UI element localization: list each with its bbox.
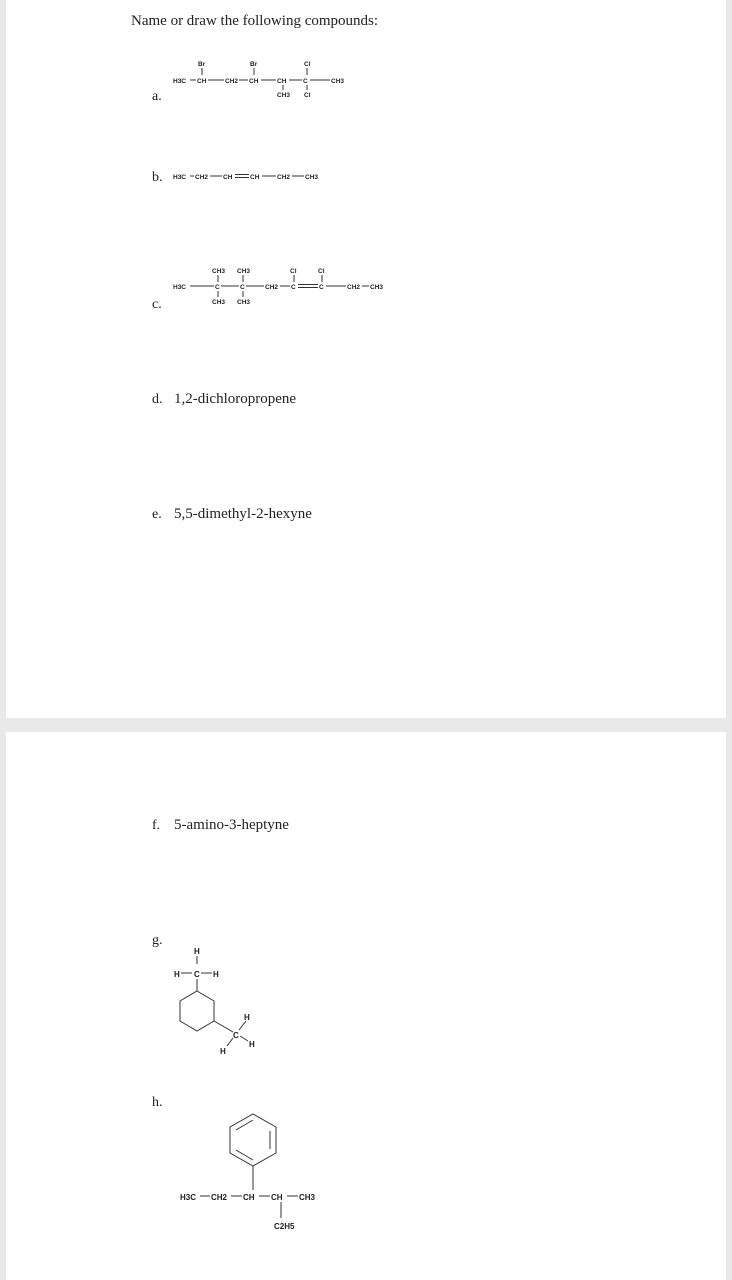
atom-h-ch2b: CH [271, 1193, 283, 1202]
item-a-label: a. [152, 89, 162, 104]
atom-a-ch3-bottom: CH3 [277, 92, 291, 99]
atom-g-h-left: H [174, 970, 180, 979]
atom-b-ch1: CH [223, 174, 233, 181]
structure-h [170, 1110, 340, 1235]
atom-c-ch3-end: CH3 [370, 284, 384, 291]
benzene-ring [230, 1114, 276, 1166]
atom-c-c2: C [240, 284, 245, 291]
atom-c-h3c: H3C [173, 284, 187, 291]
atom-h-c2h5: C2H5 [274, 1222, 295, 1231]
atom-a-ch2: CH2 [225, 78, 239, 85]
atom-g-h-right: H [213, 970, 219, 979]
atom-a-cl-top: Cl [304, 61, 311, 68]
worksheet-title: Name or draw the following compounds: [131, 13, 379, 29]
atom-a-ch3: CH [249, 78, 259, 85]
benzene-double-3 [236, 1150, 253, 1160]
item-e-label: e. [152, 507, 162, 522]
item-c-label: c. [152, 297, 162, 312]
atom-b-h3c: H3C [173, 174, 187, 181]
atom-b-ch2b: CH2 [277, 174, 291, 181]
atom-c-ch3-top2: CH3 [237, 268, 251, 275]
atom-c-ch2b: CH2 [347, 284, 361, 291]
atom-h-h3c: H3C [180, 1193, 197, 1202]
atom-c-c4: C [319, 284, 324, 291]
atom-c-ch3-top1: CH3 [212, 268, 226, 275]
atom-a-cl-bottom: Cl [304, 92, 311, 99]
item-h-label: h. [152, 1095, 163, 1110]
atom-a-ch1: CH [197, 78, 207, 85]
atom-c-ch2a: CH2 [265, 284, 279, 291]
atom-h-ch2: CH2 [211, 1193, 228, 1202]
atom-a-ch3-end: CH3 [331, 78, 345, 85]
atom-c-c3: C [291, 284, 296, 291]
item-g-label: g. [152, 933, 163, 948]
bond-g-h-down [227, 1038, 233, 1046]
atom-c-ch3-bottom1: CH3 [212, 299, 226, 306]
atom-g-h-up: H [244, 1013, 250, 1022]
atom-g-h-down: H [220, 1047, 226, 1056]
atom-c-cl1: Cl [290, 268, 297, 275]
structure-b [170, 168, 340, 184]
atom-g-h-top: H [194, 947, 200, 956]
atom-g-h-right2: H [249, 1040, 255, 1049]
atom-a-br2: Br [250, 61, 258, 68]
atom-c-cl2: Cl [318, 268, 325, 275]
structure-c [170, 264, 400, 310]
atom-g-c-methyl: C [194, 970, 200, 979]
bond-g-ring-c [214, 1021, 233, 1032]
atom-a-c: C [303, 78, 308, 85]
structure-g [170, 943, 270, 1063]
worksheet-page-1 [6, 0, 726, 718]
atom-c-ch3-bottom2: CH3 [237, 299, 251, 306]
atom-b-ch2: CH [250, 174, 260, 181]
atom-c-c1: C [215, 284, 220, 291]
atom-a-h3c: H3C [173, 78, 187, 85]
atom-b-ch3: CH3 [305, 174, 319, 181]
benzene-double-1 [236, 1120, 253, 1130]
cyclohexane-ring [180, 991, 214, 1031]
atom-b-ch2a: CH2 [195, 174, 209, 181]
structure-a [170, 58, 360, 102]
atom-a-ch4: CH [277, 78, 287, 85]
item-f-label: f. [152, 818, 161, 833]
item-e-name: 5,5-dimethyl-2-hexyne [174, 506, 312, 522]
item-b-label: b. [152, 170, 163, 185]
item-f-name: 5-amino-3-heptyne [174, 817, 289, 833]
bond-g-h-right2 [240, 1036, 248, 1041]
worksheet-page-2 [6, 732, 726, 1280]
bond-g-h-up [239, 1021, 246, 1030]
atom-a-br1: Br [198, 61, 206, 68]
atom-g-c-methyl2: C [233, 1031, 239, 1040]
atom-h-ch3: CH3 [299, 1193, 316, 1202]
item-d-name: 1,2-dichloropropene [174, 391, 297, 407]
atom-h-ch1: CH [243, 1193, 255, 1202]
item-d-label: d. [152, 392, 163, 407]
